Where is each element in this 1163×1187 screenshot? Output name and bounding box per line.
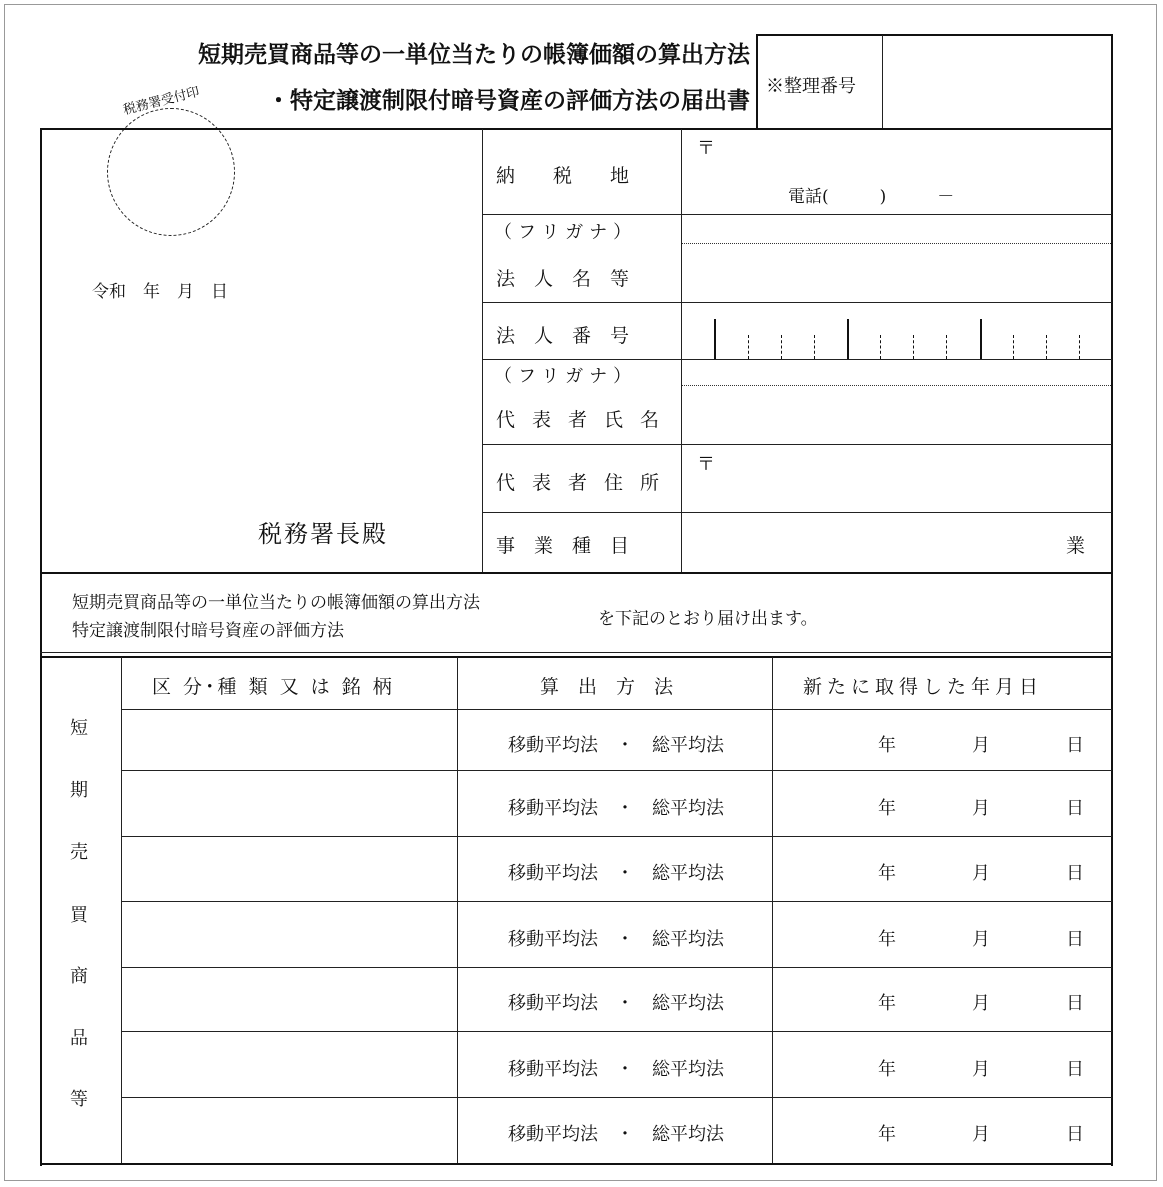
row-sep-4 bbox=[482, 444, 1112, 445]
daihyo-shimei-label: 代 表 者 氏 名 bbox=[496, 409, 659, 431]
row-sep-1 bbox=[482, 214, 1112, 215]
year-label: 年 bbox=[878, 993, 896, 1014]
statement-tail: を下記のとおり届け出ます。 bbox=[598, 609, 818, 629]
daihyo-jusho-field[interactable] bbox=[683, 446, 1111, 510]
nouzeichi-label: 納 税 地 bbox=[496, 165, 630, 187]
method-options[interactable]: 移動平均法 ・ 総平均法 bbox=[508, 1059, 724, 1080]
year-label: 年 bbox=[878, 1124, 896, 1145]
table-row-line bbox=[121, 1031, 1112, 1032]
side-char: 品 bbox=[70, 1028, 88, 1049]
upper-bottom-border bbox=[40, 572, 1113, 574]
table-col-3 bbox=[772, 657, 773, 1165]
digit-separator bbox=[748, 335, 749, 359]
form-left-border bbox=[40, 128, 42, 574]
category-field[interactable] bbox=[123, 969, 455, 1030]
digit-separator bbox=[946, 335, 947, 359]
month-label: 月 bbox=[972, 863, 990, 884]
month-label: 月 bbox=[972, 735, 990, 756]
furigana2-dotline bbox=[682, 385, 1111, 386]
table-row-line bbox=[121, 901, 1112, 902]
day-label: 日 bbox=[1066, 1059, 1084, 1080]
category-field[interactable] bbox=[123, 711, 455, 769]
day-label: 日 bbox=[1066, 1124, 1084, 1145]
furigana2-label: （フリガナ） bbox=[494, 366, 638, 387]
month-label: 月 bbox=[972, 798, 990, 819]
method-options[interactable]: 移動平均法 ・ 総平均法 bbox=[508, 798, 724, 819]
digit-separator bbox=[1079, 335, 1080, 359]
table-row-line bbox=[121, 1097, 1112, 1098]
tax-office-label: 税務署長殿 bbox=[258, 520, 388, 548]
category-field[interactable] bbox=[123, 1033, 455, 1096]
month-label: 月 bbox=[972, 1059, 990, 1080]
table-row-line bbox=[121, 836, 1112, 837]
day-label: 日 bbox=[1066, 929, 1084, 950]
houjinmei-field[interactable] bbox=[683, 246, 1111, 300]
method-options[interactable]: 移動平均法 ・ 総平均法 bbox=[508, 993, 724, 1014]
daihyo-jusho-label: 代 表 者 住 所 bbox=[496, 472, 659, 494]
header-category: 区 分･種 類 又 は 銘 柄 bbox=[152, 676, 395, 698]
houjinmei-furigana-field[interactable] bbox=[683, 216, 1111, 242]
category-field[interactable] bbox=[123, 772, 455, 835]
side-char: 商 bbox=[70, 966, 88, 987]
jigyou-shumoku-field[interactable] bbox=[683, 514, 1053, 570]
header-method: 算 出 方 法 bbox=[540, 676, 674, 698]
year-label: 年 bbox=[878, 1059, 896, 1080]
year-label: 年 bbox=[878, 863, 896, 884]
upper-top-border bbox=[40, 128, 1113, 130]
seiri-divider bbox=[882, 35, 883, 129]
furigana1-dotline bbox=[682, 243, 1111, 244]
form-title-line2: ・特定譲渡制限付暗号資産の評価方法の届出書 bbox=[267, 88, 750, 114]
row-sep-3 bbox=[482, 359, 1112, 360]
method-options[interactable]: 移動平均法 ・ 総平均法 bbox=[508, 863, 724, 884]
year-label: 年 bbox=[878, 798, 896, 819]
day-label: 日 bbox=[1066, 735, 1084, 756]
table-double-line-1 bbox=[40, 652, 1113, 653]
side-char: 買 bbox=[70, 905, 88, 926]
side-char: 等 bbox=[70, 1089, 88, 1110]
table-row-line bbox=[121, 967, 1112, 968]
year-label: 年 bbox=[878, 929, 896, 950]
row-sep-2 bbox=[482, 302, 1112, 303]
nouzeichi-postal: 〒 bbox=[697, 138, 715, 159]
statement-line1: 短期売買商品等の一単位当たりの帳簿価額の算出方法 bbox=[72, 593, 480, 613]
month-label: 月 bbox=[972, 1124, 990, 1145]
digit-separator-major bbox=[714, 319, 716, 359]
daihyo-jusho-postal: 〒 bbox=[697, 454, 715, 475]
seiri-left-border bbox=[756, 34, 758, 130]
method-options[interactable]: 移動平均法 ・ 総平均法 bbox=[508, 1124, 724, 1145]
day-label: 日 bbox=[1066, 798, 1084, 819]
daihyo-furigana-field[interactable] bbox=[683, 361, 1111, 384]
side-char: 短 bbox=[70, 718, 88, 739]
side-char: 売 bbox=[70, 842, 88, 863]
label-col-right bbox=[681, 129, 682, 572]
method-options[interactable]: 移動平均法 ・ 総平均法 bbox=[508, 929, 724, 950]
digit-separator bbox=[913, 335, 914, 359]
lower-left-border bbox=[40, 574, 42, 1166]
row-sep-5 bbox=[482, 512, 1112, 513]
day-label: 日 bbox=[1066, 863, 1084, 884]
digit-separator bbox=[1013, 335, 1014, 359]
houjinmei-label: 法 人 名 等 bbox=[496, 268, 630, 290]
table-double-line-2 bbox=[40, 656, 1113, 658]
digit-separator bbox=[781, 335, 782, 359]
digit-separator-major bbox=[980, 319, 982, 359]
header-acquired-date: 新たに取得した年月日 bbox=[803, 676, 1044, 698]
houjin-bangou-label: 法 人 番 号 bbox=[496, 325, 630, 347]
year-label: 年 bbox=[878, 735, 896, 756]
daihyo-shimei-field[interactable] bbox=[683, 388, 1111, 442]
lower-right-border bbox=[1111, 574, 1113, 1166]
method-options[interactable]: 移動平均法 ・ 総平均法 bbox=[508, 735, 724, 756]
category-field[interactable] bbox=[123, 1099, 455, 1162]
furigana1-label: （フリガナ） bbox=[494, 222, 638, 243]
digit-separator-major bbox=[847, 319, 849, 359]
month-label: 月 bbox=[972, 929, 990, 950]
category-field[interactable] bbox=[123, 903, 455, 966]
table-col-1 bbox=[121, 657, 122, 1165]
stamp-label: 税務署受付印 bbox=[121, 84, 202, 119]
digit-separator bbox=[880, 335, 881, 359]
table-bottom-border bbox=[40, 1163, 1113, 1165]
side-char: 期 bbox=[70, 780, 88, 801]
table-row-line bbox=[121, 770, 1112, 771]
digit-separator bbox=[1046, 335, 1047, 359]
jigyou-suffix: 業 bbox=[1066, 535, 1086, 557]
jigyou-shumoku-label: 事 業 種 目 bbox=[496, 535, 630, 557]
day-label: 日 bbox=[1066, 993, 1084, 1014]
form-title-line1: 短期売買商品等の一単位当たりの帳簿価額の算出方法 bbox=[198, 42, 750, 68]
category-field[interactable] bbox=[123, 838, 455, 900]
date-label: 令和 年 月 日 bbox=[92, 282, 228, 302]
nouzeichi-field[interactable] bbox=[683, 150, 1111, 210]
table-header-bottom bbox=[121, 709, 1112, 710]
seiri-number-field[interactable] bbox=[884, 36, 1110, 128]
seiri-label: ※整理番号 bbox=[766, 76, 856, 97]
digit-separator bbox=[814, 335, 815, 359]
form-right-border bbox=[1111, 34, 1113, 574]
table-col-2 bbox=[457, 657, 458, 1165]
phone-label: 電話( ) － bbox=[788, 187, 955, 207]
statement-line2: 特定譲渡制限付暗号資産の評価方法 bbox=[72, 621, 344, 641]
month-label: 月 bbox=[972, 993, 990, 1014]
label-col-left bbox=[482, 129, 483, 572]
